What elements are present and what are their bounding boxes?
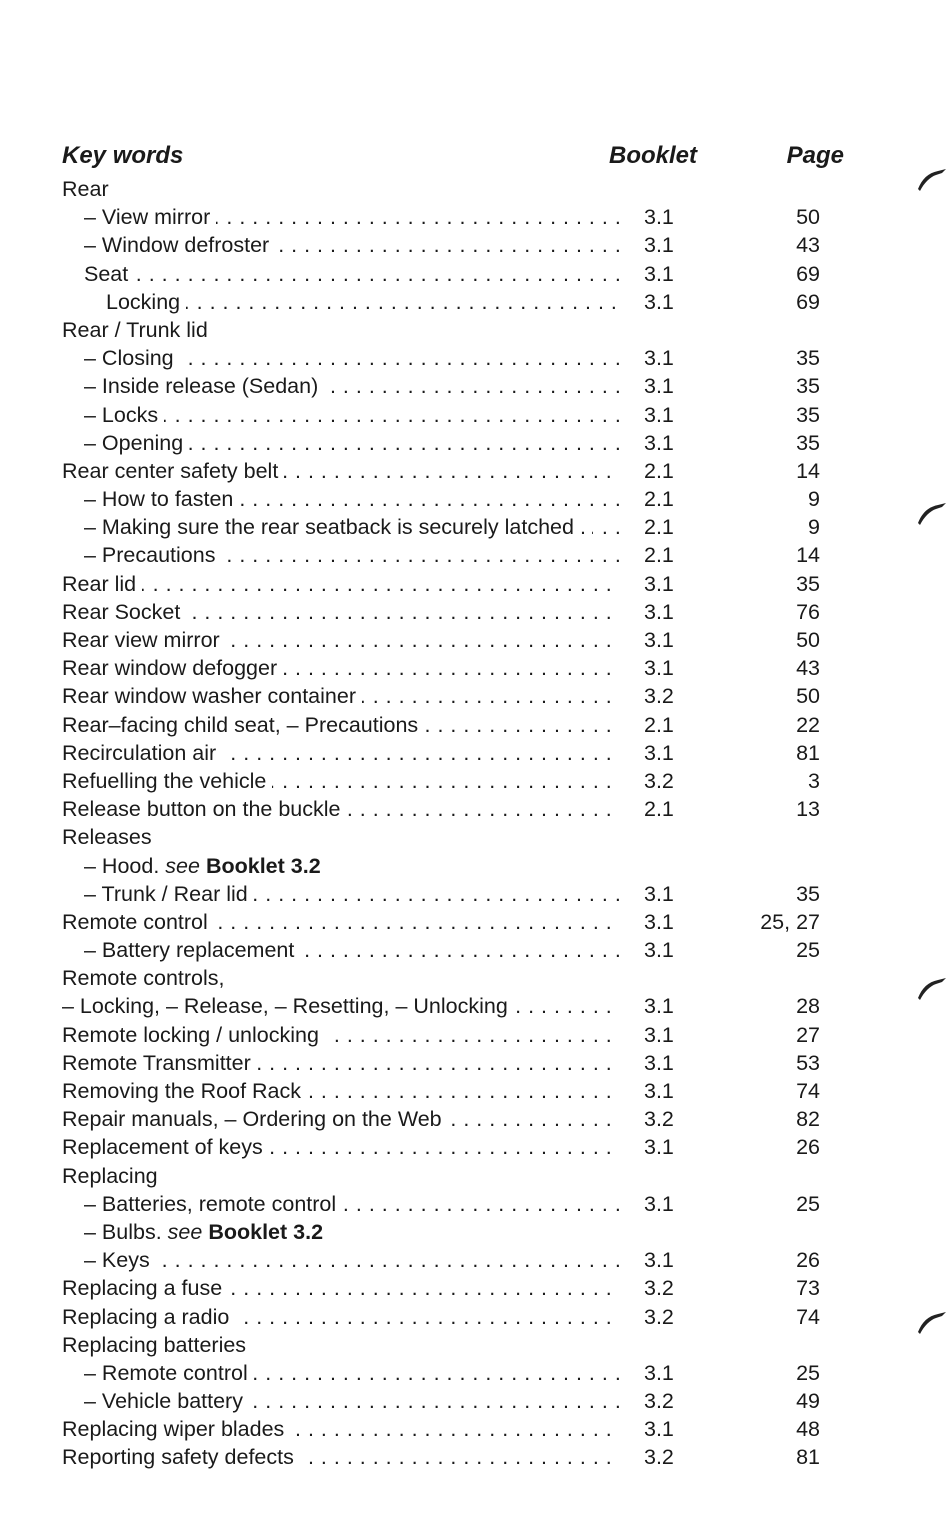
keyword-label: – Opening: [84, 430, 184, 455]
entry-keyword-text: [62, 994, 514, 1018]
booklet-column-header: Booklet: [608, 142, 697, 169]
index-entry: [0, 1359, 950, 1387]
entry-keyword-text: [62, 910, 214, 934]
entry-keyword-text: [62, 459, 284, 483]
entry-keyword-text: [84, 1220, 329, 1244]
index-entry: [0, 767, 950, 795]
entry-keyword-text: [62, 1417, 290, 1441]
entry-keyword-text: [62, 572, 142, 596]
entry-keyword-text: [84, 543, 221, 567]
entry-keyword: [84, 401, 620, 429]
keyword-label: – Closing: [84, 346, 174, 371]
keyword-label: Replacing: [62, 1163, 158, 1188]
entry-keyword-text: [62, 966, 231, 990]
entry-keyword: [62, 739, 620, 767]
entry-keyword: [62, 1415, 620, 1443]
entry-keyword-text: [62, 1023, 325, 1047]
entry-keyword-text: [84, 487, 239, 511]
entry-booklet: 3.1: [644, 402, 674, 427]
keyword-label: – Vehicle battery: [84, 1389, 243, 1414]
index-entry: [0, 682, 950, 710]
keyword-label: Replacing a radio: [62, 1304, 230, 1329]
entry-keyword: [84, 203, 620, 231]
index-entry: [0, 1246, 950, 1274]
entry-keyword: [62, 1077, 620, 1105]
keyword-label: Rear Socket: [62, 599, 181, 624]
entry-booklet: 3.1: [644, 1191, 674, 1216]
keyword-label: Rear: [62, 177, 109, 201]
entry-keyword: [62, 1105, 620, 1133]
entry-keyword: [84, 1190, 620, 1218]
entry-keyword: [62, 1303, 620, 1331]
index-header: [0, 142, 950, 174]
entry-keyword: [62, 1443, 620, 1471]
index-entry: [0, 654, 950, 682]
entry-page: 27: [796, 1022, 820, 1047]
entry-keyword: [62, 682, 620, 710]
entry-page: 35: [796, 374, 820, 399]
entry-booklet: 2.1: [644, 712, 674, 737]
entry-keyword-text: [84, 346, 180, 370]
keyword-label: Release button on the buckle: [62, 797, 341, 822]
entry-page: 69: [796, 289, 820, 314]
entry-page: 49: [796, 1389, 820, 1414]
entry-page: 69: [796, 261, 820, 286]
entry-keyword-text: [62, 1445, 300, 1469]
pen-mark-icon: [914, 497, 948, 527]
index-entry: [0, 908, 950, 936]
index-entry: [0, 203, 950, 231]
index-entry: [0, 626, 950, 654]
index-entry: [0, 316, 950, 344]
index-entry: [0, 1162, 950, 1190]
entry-keyword-text: [62, 1164, 164, 1188]
entry-keyword: [84, 344, 620, 372]
entry-booklet: 3.1: [644, 994, 674, 1019]
see-reference: see: [165, 853, 200, 878]
entry-page: 3: [808, 768, 820, 793]
entry-page: 73: [796, 1276, 820, 1301]
entry-keyword-text: [62, 684, 362, 708]
pen-mark-icon: [914, 1306, 948, 1336]
index-entry: [0, 288, 950, 316]
entry-keyword-text: [84, 262, 134, 286]
keyword-label: – Trunk / Rear lid: [84, 881, 248, 906]
keyword-label: – Remote control: [84, 1360, 248, 1385]
entry-booklet: 3.2: [644, 1304, 674, 1329]
entry-booklet: 3.1: [644, 1050, 674, 1075]
entry-booklet: 2.1: [644, 458, 674, 483]
keyword-label: Remote locking / unlocking: [62, 1022, 319, 1047]
entry-keyword: [62, 908, 620, 936]
entry-keyword: [62, 570, 620, 598]
entry-keyword: [62, 992, 620, 1020]
entry-keyword-text: [106, 290, 186, 314]
entry-page: 81: [796, 740, 820, 765]
index-entry: [0, 1331, 950, 1359]
keyword-label: – Battery replacement: [84, 938, 295, 963]
keyword-label: Reporting safety defects: [62, 1445, 294, 1470]
entry-page: 43: [796, 233, 820, 258]
index-entry: [0, 541, 950, 569]
entry-keyword-text: [84, 1389, 249, 1413]
keyword-label: – Making sure the rear seatback is securely latched .: [84, 515, 586, 540]
index-entry: [0, 1303, 950, 1331]
entry-keyword: [106, 288, 620, 316]
index-entry: [0, 823, 950, 851]
entry-page: 50: [796, 684, 820, 709]
index-entry: [0, 964, 950, 992]
entry-keyword-text: [62, 1051, 257, 1075]
index-entry: [0, 260, 950, 288]
entry-keyword-text: [62, 769, 272, 793]
entry-keyword-text: [84, 1248, 156, 1272]
keyword-label: – Precautions: [84, 543, 216, 568]
entry-keyword: [62, 598, 620, 626]
entry-booklet: 3.2: [644, 1445, 674, 1470]
index-entry: [0, 880, 950, 908]
entry-keyword-text: [84, 882, 254, 906]
keyword-label: Rear center safety belt: [62, 458, 279, 483]
entry-booklet: 3.1: [644, 571, 674, 596]
index-entry: [0, 1274, 950, 1302]
keyword-label: Refuelling the vehicle: [62, 768, 267, 793]
entry-keyword-text: [84, 403, 164, 427]
entry-keyword-text: [62, 628, 226, 652]
entry-booklet: 3.2: [644, 684, 674, 709]
entry-page: 14: [796, 458, 820, 483]
entry-keyword-text: [62, 1305, 235, 1329]
entry-keyword: [62, 1021, 620, 1049]
entry-booklet: 2.1: [644, 797, 674, 822]
entry-page: 35: [796, 430, 820, 455]
index-entry: [0, 231, 950, 259]
entry-booklet: 3.2: [644, 1389, 674, 1414]
entry-booklet: 3.1: [644, 881, 674, 906]
keyword-label: Remote controls,: [62, 966, 225, 991]
entry-booklet: 3.1: [644, 346, 674, 371]
entry-page: 74: [796, 1304, 820, 1329]
entry-keyword: [84, 541, 620, 569]
keyword-label: Rear / Trunk lid: [62, 317, 208, 342]
index-entry: [0, 457, 950, 485]
keyword-label: – Hood.: [84, 853, 160, 878]
entry-booklet: 2.1: [644, 487, 674, 512]
entry-keyword: [62, 964, 620, 992]
entry-page: 25, 27: [760, 909, 820, 934]
entry-keyword-text: [84, 205, 216, 229]
keyword-label: Seat: [84, 261, 129, 286]
index-entry: [0, 1049, 950, 1077]
keyword-label: Replacement of keys: [62, 1135, 263, 1160]
entry-keyword: [62, 457, 620, 485]
entry-keyword-text: [62, 1276, 228, 1300]
pen-mark-icon: [914, 163, 948, 193]
entry-booklet: 3.1: [644, 205, 674, 230]
entry-keyword-text: [84, 374, 324, 398]
index-entry: [0, 739, 950, 767]
index-entry: [0, 175, 950, 203]
entry-keyword-text: [62, 1333, 252, 1357]
entry-keyword: [84, 880, 620, 908]
entry-keyword-text: [84, 233, 275, 257]
entry-booklet: 3.2: [644, 1107, 674, 1132]
entry-keyword-text: [62, 318, 214, 342]
keyword-label: Rear window defogger: [62, 656, 278, 681]
entry-keyword: [84, 260, 620, 288]
entry-keyword: [62, 1133, 620, 1161]
index-entry: [0, 1021, 950, 1049]
keyword-label: Remote control: [62, 909, 208, 934]
entry-keyword: [62, 1274, 620, 1302]
entry-keyword: [62, 711, 620, 739]
index-entry: [0, 1218, 950, 1246]
entry-booklet: 3.1: [644, 1135, 674, 1160]
keyword-label: Rear window washer container: [62, 684, 356, 709]
index-entry: [0, 936, 950, 964]
index-entries: [0, 175, 950, 1472]
entry-keyword-text: [84, 1192, 342, 1216]
entry-page: 82: [796, 1107, 820, 1132]
see-reference: see: [167, 1219, 203, 1244]
index-entry: [0, 1077, 950, 1105]
entry-keyword: [84, 852, 620, 880]
entry-keyword: [62, 1049, 620, 1077]
keyword-label: – Batteries, remote control: [84, 1191, 337, 1216]
index-entry: [0, 1415, 950, 1443]
entry-booklet: 3.1: [644, 599, 674, 624]
entry-page: 35: [796, 346, 820, 371]
entry-page: 76: [796, 599, 820, 624]
entry-keyword-text: [62, 1107, 448, 1131]
entry-booklet: 3.1: [644, 1022, 674, 1047]
keyword-label: Rear lid: [62, 571, 137, 596]
entry-page: 35: [796, 881, 820, 906]
entry-page: 25: [796, 1191, 820, 1216]
entry-booklet: 3.1: [644, 374, 674, 399]
keyword-label: – Locking, – Release, – Resetting, – Unlocking: [62, 994, 508, 1019]
entry-page: 50: [796, 628, 820, 652]
keywords-column-header: Key words: [62, 142, 184, 169]
entry-booklet: 3.1: [644, 289, 674, 314]
entry-booklet: 3.1: [644, 909, 674, 934]
entry-booklet: 3.1: [644, 938, 674, 963]
entry-keyword-text: [62, 741, 222, 765]
entry-booklet: 3.1: [644, 1360, 674, 1385]
keyword-label: Replacing batteries: [62, 1332, 247, 1357]
entry-page: 35: [796, 402, 820, 427]
entry-page: 35: [796, 571, 820, 596]
entry-page: 50: [796, 205, 820, 230]
index-entry: [0, 485, 950, 513]
entry-page: 22: [796, 712, 820, 737]
entry-booklet: 3.2: [644, 768, 674, 793]
entry-page: 53: [796, 1050, 820, 1075]
entry-keyword: [84, 1359, 620, 1387]
entry-keyword-text: [84, 854, 327, 878]
entry-keyword-text: [62, 1079, 307, 1103]
entry-booklet: 3.1: [644, 656, 674, 681]
keyword-label: Remote Transmitter: [62, 1050, 251, 1075]
entry-page: 81: [796, 1445, 820, 1470]
entry-page: 25: [796, 938, 820, 963]
index-entry: [0, 852, 950, 880]
entry-page: 14: [796, 543, 820, 568]
index-entry: [0, 570, 950, 598]
booklet-reference: Booklet 3.2: [208, 1219, 324, 1244]
index-entry: [0, 1133, 950, 1161]
entry-booklet: 3.1: [644, 430, 674, 455]
entry-keyword: [62, 795, 620, 823]
entry-keyword: [62, 175, 620, 203]
entry-booklet: 2.1: [644, 543, 674, 568]
entry-keyword-text: [62, 797, 347, 821]
keyword-label: – Window defroster: [84, 233, 270, 258]
entry-keyword: [62, 654, 620, 682]
entry-keyword: [84, 429, 620, 457]
entry-keyword: [84, 513, 620, 541]
keyword-label: Removing the Roof Rack: [62, 1079, 301, 1103]
keyword-label: – View mirror: [84, 205, 211, 230]
index-entry: [0, 372, 950, 400]
entry-booklet: 3.1: [644, 1248, 674, 1273]
entry-keyword-text: [62, 1135, 269, 1159]
entry-page: 28: [796, 994, 820, 1019]
entry-keyword-text: [84, 938, 300, 962]
index-entry: [0, 429, 950, 457]
entry-page: 13: [796, 797, 820, 822]
keyword-label: Rear–facing child seat, – Precautions: [62, 712, 419, 737]
entry-keyword: [84, 485, 620, 513]
entry-page: 9: [808, 487, 820, 512]
index-entry: [0, 401, 950, 429]
index-entry: [0, 1105, 950, 1133]
keyword-label: Recirculation air: [62, 740, 217, 765]
index-entry: [0, 1190, 950, 1218]
entry-page: 48: [796, 1417, 820, 1442]
entry-booklet: 3.1: [644, 233, 674, 258]
keyword-label: Replacing wiper blades: [62, 1417, 285, 1442]
entry-keyword: [84, 1246, 620, 1274]
keyword-label: – Keys: [84, 1248, 150, 1273]
entry-keyword: [62, 823, 620, 851]
entry-page: 9: [808, 515, 820, 540]
entry-keyword-text: [84, 431, 189, 455]
index-entry: [0, 1443, 950, 1471]
entry-booklet: 3.1: [644, 740, 674, 765]
index-entry: [0, 1387, 950, 1415]
entry-keyword: [62, 316, 620, 344]
entry-keyword: [84, 231, 620, 259]
booklet-reference: Booklet 3.2: [205, 853, 321, 878]
keyword-label: – Locks: [84, 402, 159, 427]
entry-keyword-text: [62, 713, 424, 737]
entry-keyword-text: [84, 515, 592, 539]
keyword-label: Replacing a fuse: [62, 1276, 223, 1301]
keyword-label: Releases: [62, 825, 152, 850]
entry-page: 25: [796, 1360, 820, 1385]
entry-keyword-text: [62, 177, 115, 201]
entry-booklet: 3.1: [644, 1079, 674, 1103]
entry-keyword: [62, 767, 620, 795]
keyword-label: Locking: [106, 289, 181, 314]
entry-keyword-text: [62, 600, 186, 624]
entry-page: 26: [796, 1248, 820, 1273]
entry-keyword-text: [62, 656, 283, 680]
entry-keyword: [84, 1387, 620, 1415]
entry-keyword-text: [84, 1361, 254, 1385]
entry-keyword: [84, 936, 620, 964]
entry-page: 43: [796, 656, 820, 681]
entry-booklet: 3.1: [644, 628, 674, 652]
entry-keyword: [84, 372, 620, 400]
entry-booklet: 3.1: [644, 261, 674, 286]
page-column-header: Page: [786, 142, 844, 169]
entry-keyword: [62, 626, 620, 654]
entry-page: 26: [796, 1135, 820, 1160]
entry-keyword-text: [62, 825, 158, 849]
index-entry: [0, 992, 950, 1020]
pen-mark-icon: [914, 972, 948, 1002]
entry-keyword: [84, 1218, 620, 1246]
index-entry: [0, 598, 950, 626]
index-entry: [0, 513, 950, 541]
keyword-label: – Inside release (Sedan): [84, 374, 319, 399]
entry-booklet: 2.1: [644, 515, 674, 540]
entry-booklet: 3.1: [644, 1417, 674, 1442]
index-entry: [0, 711, 950, 739]
entry-booklet: 3.2: [644, 1276, 674, 1301]
index-entry: [0, 344, 950, 372]
entry-page: 74: [796, 1079, 820, 1103]
index-entry: [0, 795, 950, 823]
keyword-label: Rear view mirror: [62, 628, 220, 652]
keyword-label: Repair manuals, – Ordering on the Web: [62, 1107, 442, 1132]
keyword-label: – Bulbs.: [84, 1219, 162, 1244]
keyword-label: – How to fasten: [84, 487, 234, 512]
entry-keyword: [62, 1162, 620, 1190]
entry-keyword: [62, 1331, 620, 1359]
